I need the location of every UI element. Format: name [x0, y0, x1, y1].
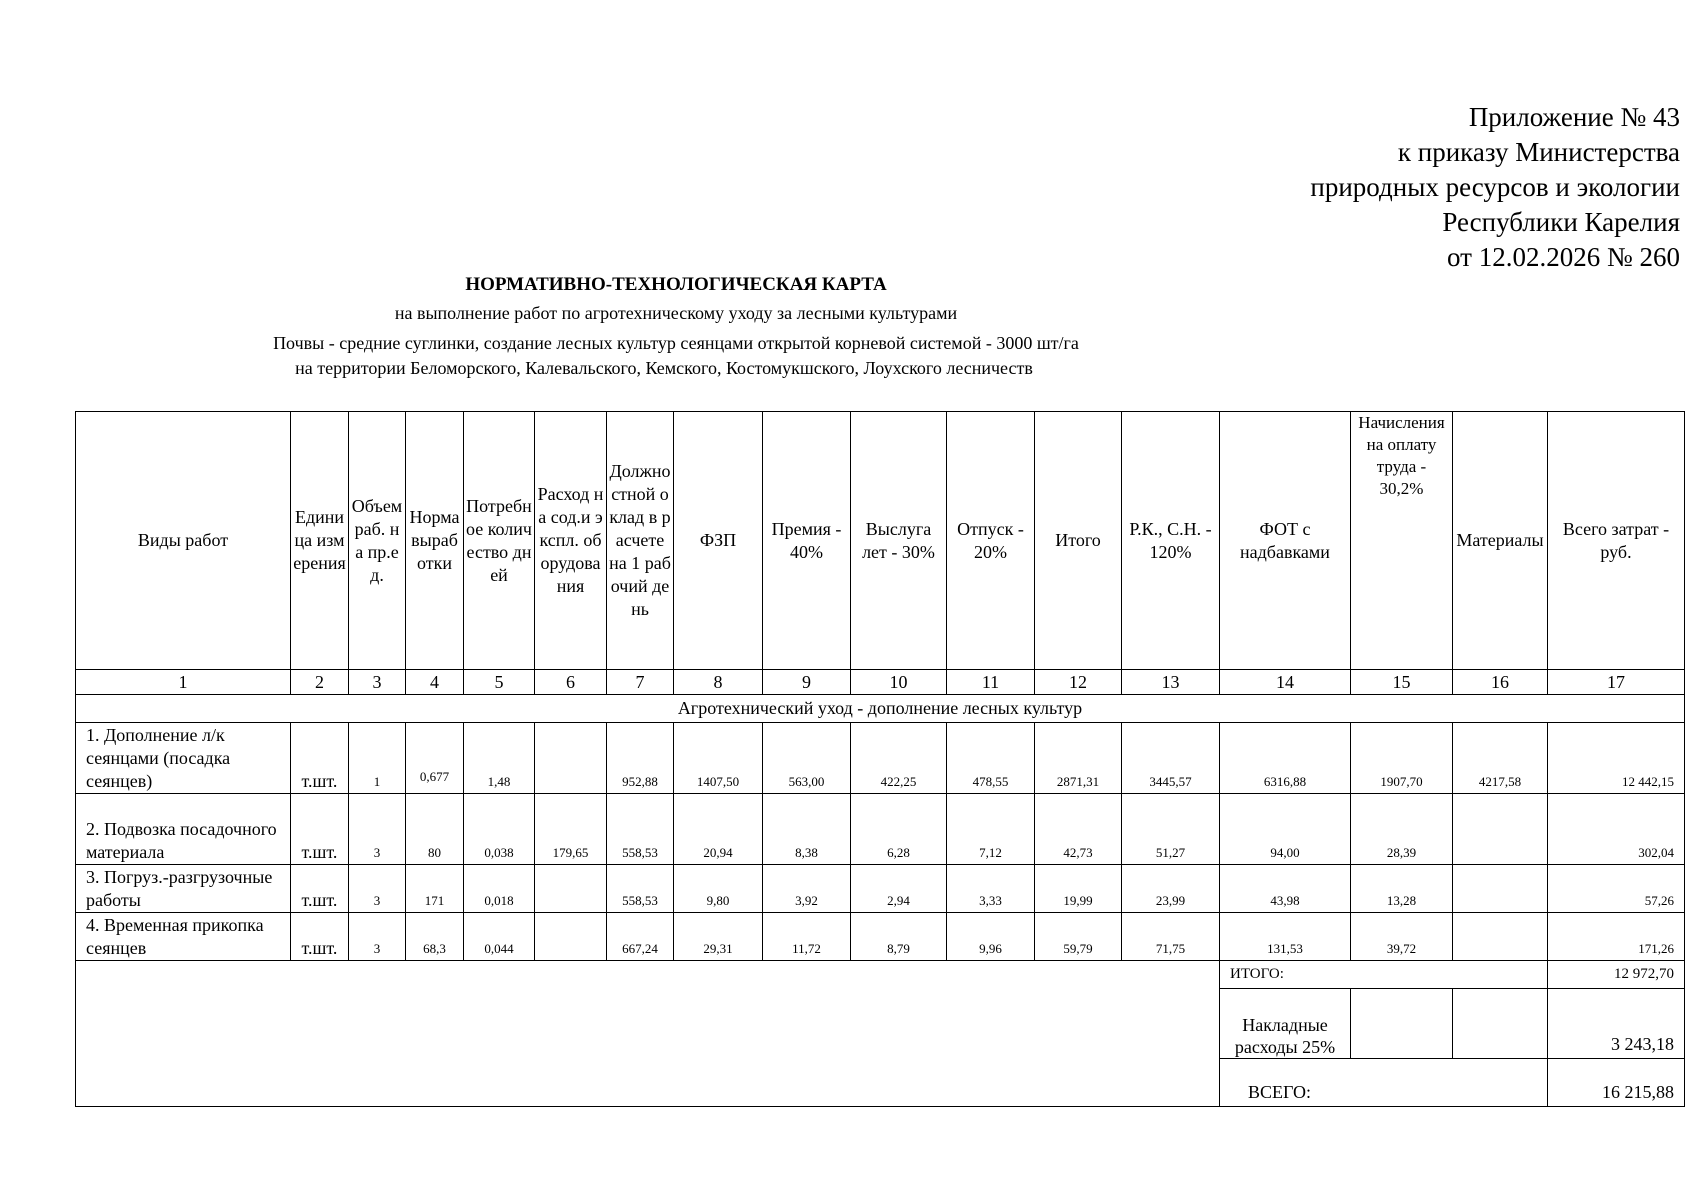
fzp-cell: 9,80 [674, 865, 763, 913]
document-subtitle-1: на выполнение работ по агротехническому уходу за лесными культурами [394, 303, 958, 323]
volume-cell: 3 [349, 913, 406, 961]
fot-cell: 6316,88 [1220, 723, 1351, 794]
col-number: 5 [464, 670, 535, 695]
col-number: 16 [1453, 670, 1548, 695]
col-header-5: Потребное количество дней [464, 412, 535, 670]
rk-cell: 51,27 [1122, 794, 1220, 865]
all-costs-cell: 302,04 [1548, 794, 1685, 865]
col-number: 3 [349, 670, 406, 695]
rk-cell: 23,99 [1122, 865, 1220, 913]
days-cell: 0,044 [464, 913, 535, 961]
overhead-empty-2 [1453, 989, 1548, 1059]
col-header-6: Расход на сод.и экспл. оборудования [535, 412, 607, 670]
overhead-label: Накладные расходы 25% [1220, 989, 1351, 1059]
work-name: 4. Временная прикопка сеянцев [76, 913, 291, 961]
table-row [76, 794, 1685, 865]
col-header-2: Единица измерения [291, 412, 349, 670]
col-header-3: Объем раб. на пр.ед. [349, 412, 406, 670]
col-number: 6 [535, 670, 607, 695]
vsego-value: 16 215,88 [1548, 1059, 1685, 1107]
salary-cell: 558,53 [607, 865, 674, 913]
col-header-13: Р.К., С.Н. - 120% [1122, 412, 1220, 670]
table-row [76, 723, 1685, 794]
col-header-11: Отпуск - 20% [947, 412, 1035, 670]
volume-cell: 3 [349, 865, 406, 913]
col-header-14: ФОТ с надбавками [1220, 412, 1351, 670]
table-row [76, 865, 1685, 913]
unit-cell: т.шт. [291, 913, 349, 961]
col-header-7: Должностной оклад в расчете на 1 рабочий день [607, 412, 674, 670]
appendix-line-4: Республики Карелия [1442, 207, 1680, 237]
tech-card-table [75, 411, 1685, 1107]
col-number: 10 [851, 670, 947, 695]
accrual-cell: 1907,70 [1351, 723, 1453, 794]
days-cell: 0,038 [464, 794, 535, 865]
seniority-cell: 6,28 [851, 794, 947, 865]
col-number: 14 [1220, 670, 1351, 695]
col-header-9: Премия - 40% [763, 412, 851, 670]
fzp-cell: 29,31 [674, 913, 763, 961]
vacation-cell: 7,12 [947, 794, 1035, 865]
equip-cell [535, 723, 607, 794]
unit-cell: т.шт. [291, 865, 349, 913]
rk-cell: 3445,57 [1122, 723, 1220, 794]
vsego-label: ВСЕГО: [1220, 1059, 1548, 1107]
total-cell: 59,79 [1035, 913, 1122, 961]
volume-cell: 1 [349, 723, 406, 794]
itogo-label: ИТОГО: [1220, 961, 1548, 989]
col-header-16: Материалы [1453, 412, 1548, 670]
col-number: 9 [763, 670, 851, 695]
materials-cell [1453, 794, 1548, 865]
bonus-cell: 8,38 [763, 794, 851, 865]
overhead-value: 3 243,18 [1548, 989, 1685, 1059]
col-header-8: ФЗП [674, 412, 763, 670]
fot-cell: 94,00 [1220, 794, 1351, 865]
col-number: 2 [291, 670, 349, 695]
norm-cell: 80 [406, 794, 464, 865]
seniority-cell: 8,79 [851, 913, 947, 961]
col-number: 12 [1035, 670, 1122, 695]
col-number: 13 [1122, 670, 1220, 695]
total-cell: 2871,31 [1035, 723, 1122, 794]
table-row [76, 913, 1685, 961]
fzp-cell: 20,94 [674, 794, 763, 865]
all-costs-cell: 57,26 [1548, 865, 1685, 913]
salary-cell: 667,24 [607, 913, 674, 961]
appendix-block [1310, 100, 1680, 275]
work-name: 1. Дополнение л/к сеянцами (посадка сеянцев) [76, 723, 291, 794]
col-header-15: Начисления на оплату труда - 30,2% [1351, 412, 1453, 670]
section-title: Агротехнический уход - дополнение лесных культур [76, 695, 1685, 723]
materials-cell [1453, 913, 1548, 961]
accrual-cell: 39,72 [1351, 913, 1453, 961]
norm-cell: 68,3 [406, 913, 464, 961]
document-title: НОРМАТИВНО-ТЕХНОЛОГИЧЕСКАЯ КАРТА [465, 274, 887, 295]
col-number: 4 [406, 670, 464, 695]
document-subtitle-3 [0, 358, 1352, 379]
col-header-17: Всего затрат - руб. [1548, 412, 1685, 670]
document-subtitle-2: Почвы - средние суглинки, создание лесных культур сеянцами открытой корневой системой - 3000 шт/га [273, 333, 1079, 353]
appendix-line-5: от 12.02.2026 № 260 [1447, 242, 1680, 272]
itogo-row [76, 961, 1685, 989]
col-number: 17 [1548, 670, 1685, 695]
equip-cell: 179,65 [535, 794, 607, 865]
itogo-value: 12 972,70 [1548, 961, 1685, 989]
bonus-cell: 3,92 [763, 865, 851, 913]
column-numbers-row [76, 670, 1685, 695]
days-cell: 0,018 [464, 865, 535, 913]
fot-cell: 43,98 [1220, 865, 1351, 913]
days-cell: 1,48 [464, 723, 535, 794]
accrual-cell: 28,39 [1351, 794, 1453, 865]
col-number: 1 [76, 670, 291, 695]
bonus-cell: 563,00 [763, 723, 851, 794]
fot-cell: 131,53 [1220, 913, 1351, 961]
all-costs-cell: 171,26 [1548, 913, 1685, 961]
col-number: 8 [674, 670, 763, 695]
col-header-10: Выслуга лет - 30% [851, 412, 947, 670]
appendix-line-3: природных ресурсов и экологии [1310, 172, 1680, 202]
overhead-empty-1 [1351, 989, 1453, 1059]
volume-cell: 3 [349, 794, 406, 865]
seniority-cell: 422,25 [851, 723, 947, 794]
salary-cell: 952,88 [607, 723, 674, 794]
norm-cell: 171 [406, 865, 464, 913]
equip-cell [535, 913, 607, 961]
equip-cell [535, 865, 607, 913]
col-header-4: Норма выработки [406, 412, 464, 670]
vacation-cell: 9,96 [947, 913, 1035, 961]
col-header-12: Итого [1035, 412, 1122, 670]
seniority-cell: 2,94 [851, 865, 947, 913]
footer-blank [76, 961, 1220, 1107]
col-number: 11 [947, 670, 1035, 695]
norm-cell: 0,677 [406, 723, 464, 794]
col-number: 15 [1351, 670, 1453, 695]
section-row [76, 695, 1685, 723]
vacation-cell: 3,33 [947, 865, 1035, 913]
col-header-1: Виды работ [76, 412, 291, 670]
vacation-cell: 478,55 [947, 723, 1035, 794]
total-cell: 19,99 [1035, 865, 1122, 913]
unit-cell: т.шт. [291, 794, 349, 865]
work-name: 3. Погруз.-разгрузочные работы [76, 865, 291, 913]
subtitle-3-text: на территории Беломорского, Калевальского, Кемского, Костомукшского, Лоухского лесничеств [295, 358, 1033, 378]
unit-cell: т.шт. [291, 723, 349, 794]
appendix-line-2: к приказу Министерства [1397, 137, 1680, 167]
all-costs-cell: 12 442,15 [1548, 723, 1685, 794]
salary-cell: 558,53 [607, 794, 674, 865]
materials-cell [1453, 865, 1548, 913]
total-cell: 42,73 [1035, 794, 1122, 865]
appendix-line-1: Приложение № 43 [1468, 102, 1680, 132]
fzp-cell: 1407,50 [674, 723, 763, 794]
accrual-cell: 13,28 [1351, 865, 1453, 913]
rk-cell: 71,75 [1122, 913, 1220, 961]
materials-cell: 4217,58 [1453, 723, 1548, 794]
bonus-cell: 11,72 [763, 913, 851, 961]
col-number: 7 [607, 670, 674, 695]
header-row [76, 412, 1685, 670]
work-name: 2. Подвозка посадочного материала [76, 794, 291, 865]
